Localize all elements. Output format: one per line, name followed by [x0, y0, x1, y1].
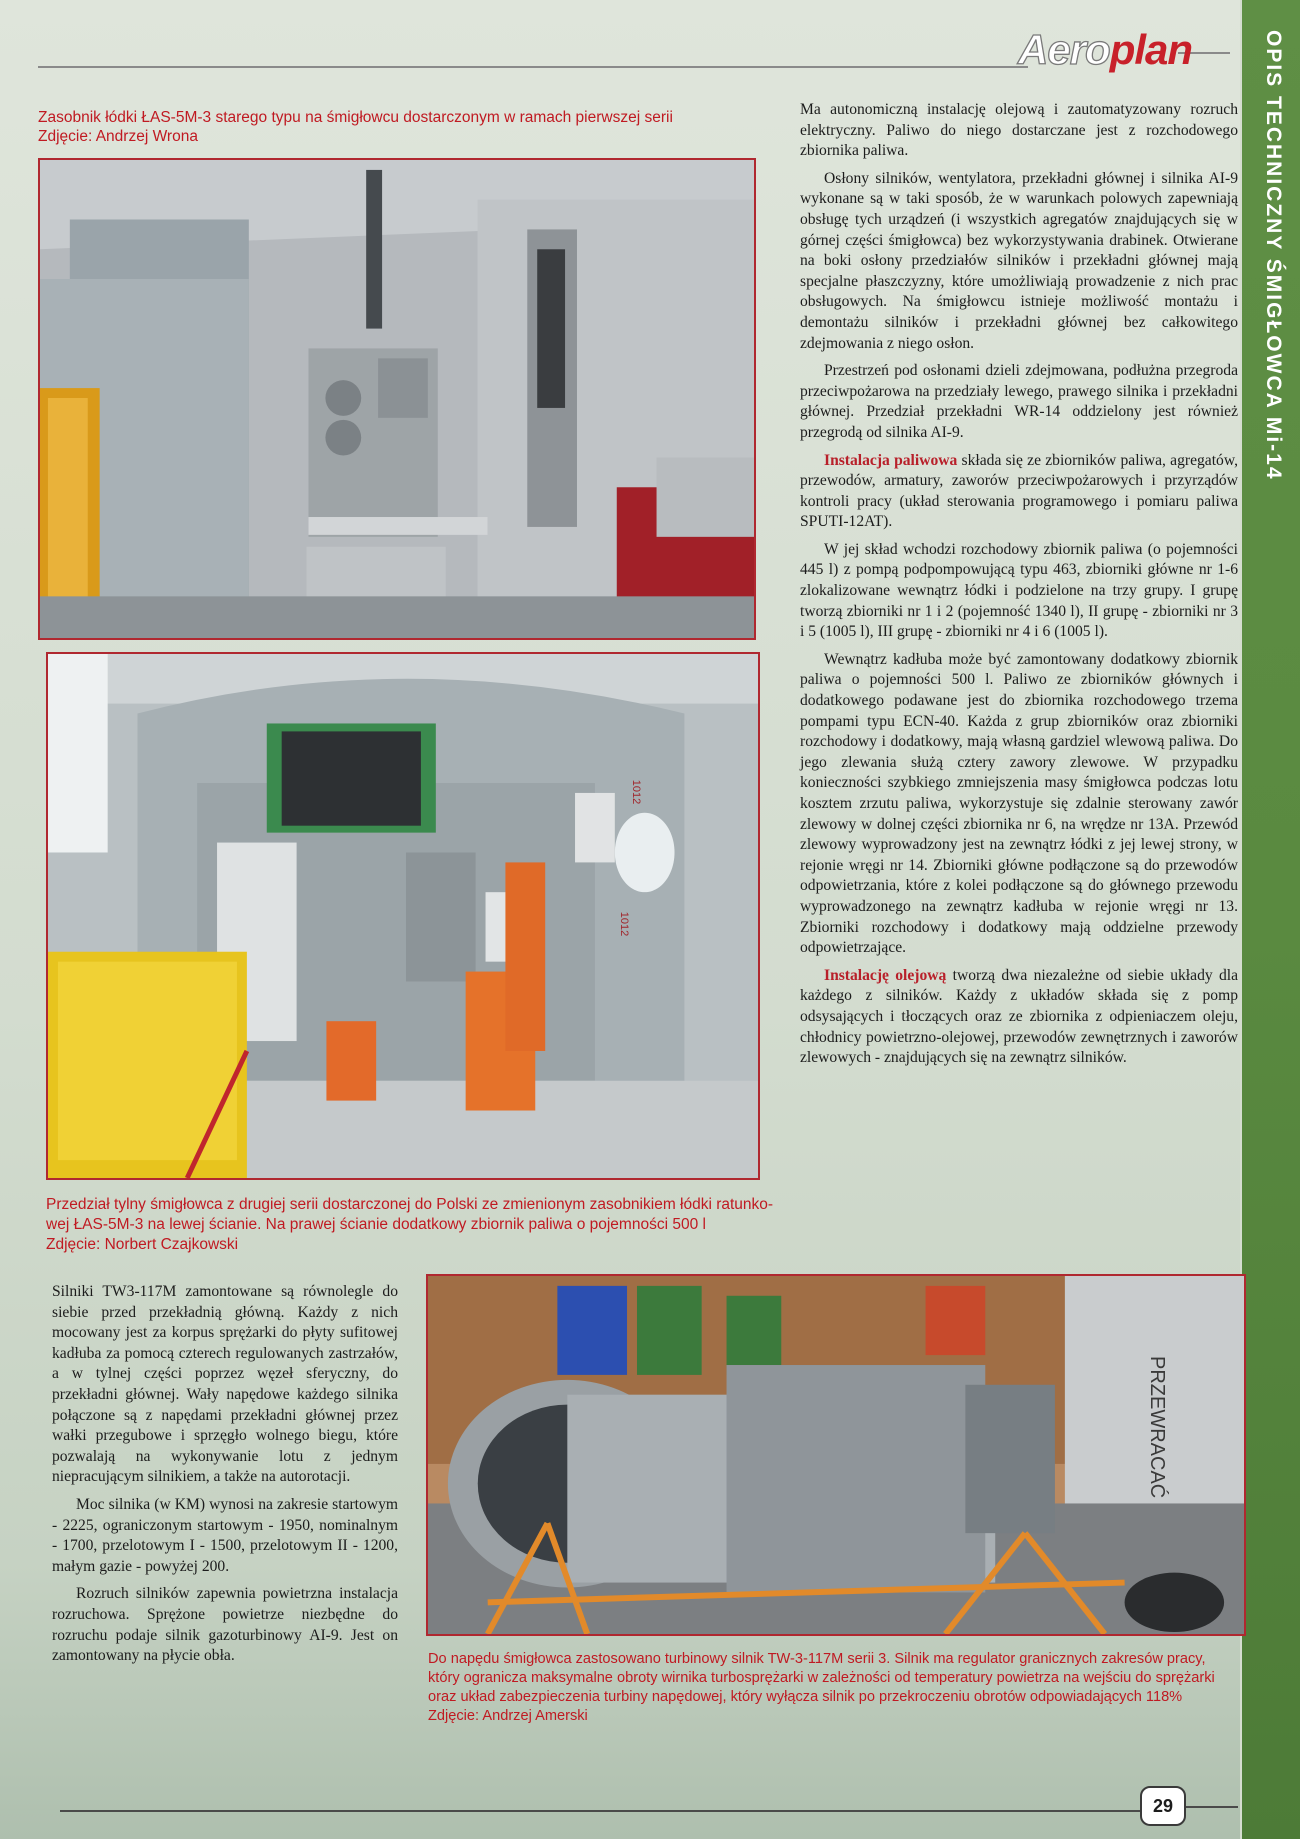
photo3-caption-line3: oraz układ zabezpieczenia turbiny napędowej, który wyłącza silnik po przekroczeniu obrotów odpowiadających 118% [428, 1689, 1183, 1705]
section-side-title: OPIS TECHNICZNY ŚMIGŁOWCA Mi-14 [1262, 30, 1285, 481]
paragraph: Wewnątrz kadłuba może być zamontowany dodatkowy zbiornik paliwa o pojemności 500 l. Paliwo ze zbiorników głównych i dodatkowego podawane jest do zbiornika rozchodowego trzema pompami typu ECN-40. Każda z grup zbiorników oraz zbiorniki rozchodowy i dodatkowy, mają własną gardziel wlewową paliwa. Do jego zlewania służą cztery zawory zlewowe. W przypadku konieczności szybkiego zmniejszenia masy śmigłowca podczas lotu kosztem zrzutu paliwa, wykorzystuje się zdalnie sterowany zawór zlewowy w dolnej części zbiornika nr 6, na wrędze nr 13A. Przewód zlewowy wyprowadzony jest na zewnątrz łódki z jej lewej strony, w rejonie wręgi nr 14. Zbiorniki główne podłączone są do przewodów odpowietrzania, które z kolei podłączone są do głównego przewodu wyprowadzonego na zewnątrz kadłuba w rejonie wręgi nr 13. Zbiorniki rozchodowy i dodatkowy mają oddzielne przewody odpowietrzające. [800, 650, 1238, 957]
footer-rule-right [1186, 1806, 1238, 1808]
page-number: 29 [1140, 1786, 1186, 1826]
paragraph: Rozruch silników zapewnia powietrzna instalacja rozruchowa. Sprężone powietrze niezbędne do rozruchu podaje silnik gazoturbinowy AI-9. Jest on zamontowany na płycie obła. [52, 1585, 398, 1665]
paragraph: Osłony silników, wentylatora, przekładni głównej i silnika AI-9 wykonane są w taki sposób, że w warunkach polowych zapewniają obsługę tych urządzeń (i wszystkich agregatów znajdujących się w górnej części śmigłowca) bez wykorzystywania drabinek. Otwierane na boki osłony przedziałów silników i przekładni głównej mają specjalne płaszczyzny, które umożliwiają prowadzenie z nich prac obsługowych. Na śmigłowcu istnieje możliwość montażu i demontażu silników i przekładni głównej bez całkowitego zdejmowania z niego osłon. [800, 169, 1238, 352]
paragraph: Moc silnika (w KM) wynosi na zakresie startowym - 2225, ograniczonym startowym - 1950, nominalnym - 1700, przelotowym I - 1500, przelotowym II - 1200, małym gazie - powyżej 200. [52, 1495, 398, 1575]
header-rule [38, 66, 1028, 68]
paragraph-fuel-system [800, 451, 1238, 533]
left-text-column [52, 1282, 398, 1674]
photo-engine-container [426, 1274, 1246, 1636]
paragraph-oil-system [800, 966, 1238, 1069]
photo2-credit: Zdjęcie: Norbert Czajkowski [46, 1236, 239, 1253]
photo2-caption [46, 1195, 776, 1255]
paragraph: Przestrzeń pod osłonami dzieli zdejmowana, podłużna przegroda przeciwpożarowa na przedziały lewego, prawego silnika i przekładni głównej. Przedział przekładni WR-14 oddzielony jest również przegrodą od silnika AI-9. [800, 362, 1238, 441]
photo1-caption-text: Zasobnik łódki ŁAS-5M-3 starego typu na śmigłowcu dostarczonym w ramach pierwszej serii [38, 109, 673, 126]
photo3-caption [428, 1650, 1248, 1726]
photo-cabin-container [46, 652, 760, 1180]
fuel-tank-label-upper: 1012 [630, 779, 642, 805]
hangar-wall-text: PRZEWRACAĆ [1146, 1356, 1168, 1499]
photo2-caption-line2: wej ŁAS-5M-3 na lewej ścianie. Na prawej ścianie dodatkowy zbiornik paliwa o pojemności 500 l [46, 1216, 706, 1233]
oil-system-heading: Instalację olejową [824, 966, 947, 984]
paragraph: Ma autonomiczną instalację olejową i zautomatyzowany rozruch elektryczny. Paliwo do niego dostarczane jest z rozchodowego zbiornika paliwa. [800, 101, 1238, 160]
photo1-caption [38, 108, 758, 146]
fuel-system-heading: Instalacja paliwowa [824, 451, 958, 469]
photo3-caption-line2: który ogranicza maksymalne obroty wirnika turbosprężarki w zależności od temperatury powietrza na wejściu do sprężarki [428, 1670, 1215, 1686]
photo1-credit: Zdjęcie: Andrzej Wrona [38, 128, 198, 145]
footer-rule [60, 1810, 1140, 1812]
fuel-tank-label-lower: 1012 [618, 911, 630, 937]
magazine-logo: Aeroplan [1018, 26, 1193, 73]
paragraph: W jej skład wchodzi rozchodowy zbiornik paliwa (o pojemności 445 l) z pompą podpompowującą typu 463, zbiorniki główne nr 1-6 zlokalizowane wewnątrz łódki i podzielone na trzy grupy. I grupę tworzą zbiorniki nr 1 i 2 (pojemność 1340 l), II grupę - zbiorniki nr 3 i 5 (1005 l), III grupę - zbiorniki nr 4 i 6 (1005 l). [800, 540, 1238, 641]
paragraph: Silniki TW3-117M zamontowane są równolegle do siebie przed przekładnią główną. Każdy z nich mocowany jest za korpus sprężarki do płyty sufitowej kadłuba za pomocą czterech regulowanych zastrzałów, a w tylnej części poprzez węzeł sferyczny, do przekładni głównej. Wały napędowe każdego silnika połączone są z napędami przekładni głównej przez wałki przegubowe i sprzęgło wolnego biegu, które pozwalają na wykonywanie lotu z jednym niepracującym silnikiem, a także na autorotacji. [52, 1283, 398, 1486]
right-text-column [800, 100, 1238, 1076]
oil-system-text: tworzą dwa niezależne od siebie układy dla każdego z silników. Każdy z układów składa się z pomp odsysających i tłoczących oraz ze zbiornika z odpieniaczem oleju, chłodnicy powietrzno-olejowej, przewodów zewnętrznych i zaworów zlewowych - znajdujących się na zewnątrz silników. [800, 966, 1238, 1067]
photo-lodka-container [38, 158, 756, 640]
photo2-caption-line1: Przedział tylny śmigłowca z drugiej serii dostarczonej do Polski ze zmienionym zasobnikiem łódki ratunko- [46, 1196, 774, 1213]
photo3-credit: Zdjęcie: Andrzej Amerski [428, 1708, 588, 1724]
fuel-system-text: składa się ze zbiorników paliwa, agregatów, przewodów, armatury, zaworów przeciwpożarowych i przyrządów kontroli pracy (układ sterowania programowego i pomiaru paliwa SPUTI-12AT). [800, 451, 1238, 531]
photo3-caption-line1: Do napędu śmigłowca zastosowano turbinowy silnik TW-3-117M serii 3. Silnik ma regulator granicznych zakresów pracy, [428, 1651, 1206, 1667]
